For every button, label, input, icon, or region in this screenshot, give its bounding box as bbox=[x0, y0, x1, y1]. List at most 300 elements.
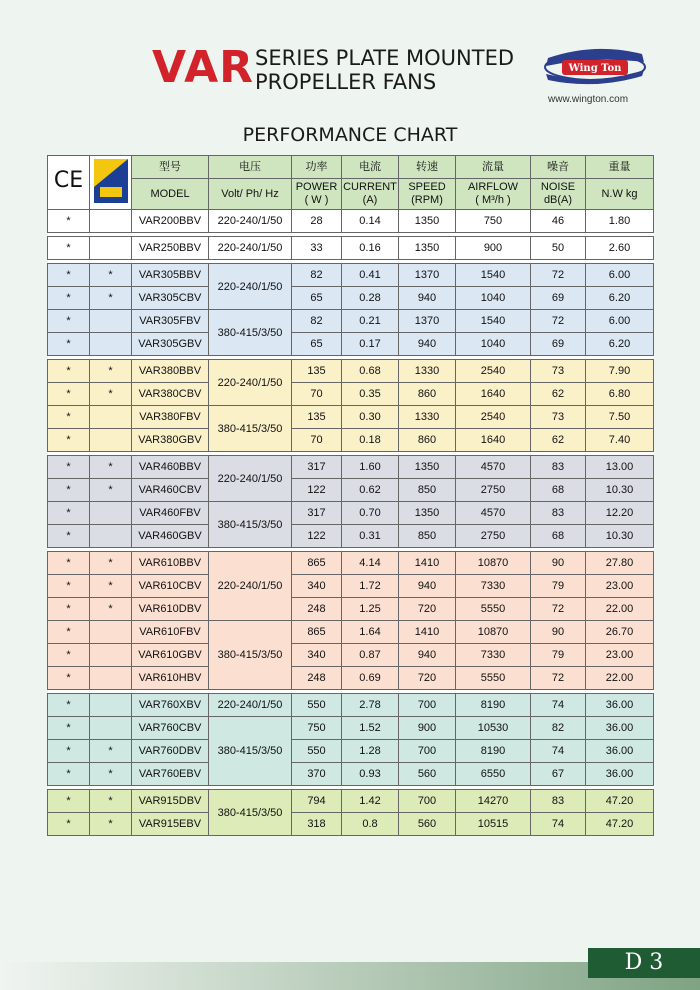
cell-cert bbox=[90, 525, 132, 548]
col-voltage-zh: 电压 bbox=[209, 156, 292, 179]
cell-speed: 1350 bbox=[399, 237, 456, 260]
cell-model: VAR200BBV bbox=[132, 210, 209, 233]
cell-ce: * bbox=[48, 763, 90, 786]
cell-airflow: 900 bbox=[456, 237, 531, 260]
col-airflow-unit: ( M³/h ) bbox=[475, 194, 511, 206]
cell-ce: * bbox=[48, 717, 90, 740]
cell-cert bbox=[90, 644, 132, 667]
cell-weight: 7.40 bbox=[586, 429, 654, 452]
cell-current: 4.14 bbox=[342, 552, 399, 575]
cell-current: 1.42 bbox=[342, 790, 399, 813]
table-row bbox=[48, 717, 654, 740]
cell-power: 82 bbox=[292, 310, 342, 333]
cell-current: 1.52 bbox=[342, 717, 399, 740]
cell-ce: * bbox=[48, 740, 90, 763]
cell-voltage: 380-415/3/50 bbox=[209, 310, 292, 356]
cell-speed: 560 bbox=[399, 763, 456, 786]
cell-cert bbox=[90, 429, 132, 452]
cell-current: 0.93 bbox=[342, 763, 399, 786]
cell-current: 0.62 bbox=[342, 479, 399, 502]
cell-model: VAR915DBV bbox=[132, 790, 209, 813]
cell-ce: * bbox=[48, 237, 90, 260]
cell-noise: 67 bbox=[531, 763, 586, 786]
cell-weight: 10.30 bbox=[586, 525, 654, 548]
brand-title: VAR bbox=[152, 42, 254, 93]
cell-current: 0.14 bbox=[342, 210, 399, 233]
cell-ce: * bbox=[48, 790, 90, 813]
cell-current: 0.31 bbox=[342, 525, 399, 548]
cell-speed: 1370 bbox=[399, 310, 456, 333]
cell-airflow: 7330 bbox=[456, 644, 531, 667]
cell-speed: 940 bbox=[399, 575, 456, 598]
ce-mark-icon: CE bbox=[53, 168, 84, 193]
cell-cert: * bbox=[90, 740, 132, 763]
cell-power: 33 bbox=[292, 237, 342, 260]
col-speed-unit: (RPM) bbox=[411, 194, 443, 206]
cell-voltage: 220-240/1/50 bbox=[209, 210, 292, 233]
col-power-unit: ( W ) bbox=[304, 194, 329, 206]
cell-noise: 73 bbox=[531, 360, 586, 383]
cell-noise: 74 bbox=[531, 740, 586, 763]
cell-current: 0.69 bbox=[342, 667, 399, 690]
cell-model: VAR380FBV bbox=[132, 406, 209, 429]
cell-speed: 860 bbox=[399, 429, 456, 452]
cell-model: VAR460GBV bbox=[132, 525, 209, 548]
page-header bbox=[0, 0, 700, 120]
cell-power: 248 bbox=[292, 598, 342, 621]
cell-noise: 62 bbox=[531, 383, 586, 406]
cell-current: 1.28 bbox=[342, 740, 399, 763]
cell-model: VAR610HBV bbox=[132, 667, 209, 690]
cell-model: VAR610CBV bbox=[132, 575, 209, 598]
cell-model: VAR380CBV bbox=[132, 383, 209, 406]
cell-airflow: 1040 bbox=[456, 287, 531, 310]
cell-power: 865 bbox=[292, 621, 342, 644]
cell-power: 70 bbox=[292, 383, 342, 406]
cell-noise: 69 bbox=[531, 287, 586, 310]
chart-title: PERFORMANCE CHART bbox=[242, 124, 458, 146]
cell-noise: 83 bbox=[531, 502, 586, 525]
table-row bbox=[48, 552, 654, 575]
col-noise bbox=[531, 179, 586, 210]
cell-power: 550 bbox=[292, 694, 342, 717]
performance-table bbox=[47, 155, 654, 836]
cell-current: 1.64 bbox=[342, 621, 399, 644]
table-row bbox=[48, 763, 654, 786]
cell-ce: * bbox=[48, 383, 90, 406]
cell-ce: * bbox=[48, 667, 90, 690]
table-row bbox=[48, 598, 654, 621]
cell-airflow: 1540 bbox=[456, 264, 531, 287]
col-noise-zh: 噪音 bbox=[531, 156, 586, 179]
cell-model: VAR305FBV bbox=[132, 310, 209, 333]
cell-ce: * bbox=[48, 694, 90, 717]
cell-model: VAR760EBV bbox=[132, 763, 209, 786]
table-row bbox=[48, 429, 654, 452]
table-row bbox=[48, 310, 654, 333]
cell-voltage: 220-240/1/50 bbox=[209, 456, 292, 502]
cell-airflow: 2750 bbox=[456, 525, 531, 548]
cell-airflow: 7330 bbox=[456, 575, 531, 598]
cell-noise: 68 bbox=[531, 479, 586, 502]
cell-ce: * bbox=[48, 621, 90, 644]
cell-ce: * bbox=[48, 813, 90, 836]
cell-weight: 7.50 bbox=[586, 406, 654, 429]
cell-power: 65 bbox=[292, 287, 342, 310]
table-row bbox=[48, 525, 654, 548]
cell-airflow: 2750 bbox=[456, 479, 531, 502]
cell-model: VAR610BBV bbox=[132, 552, 209, 575]
table-row bbox=[48, 383, 654, 406]
series-line-2: PROPELLER FANS bbox=[255, 70, 437, 94]
cell-current: 0.68 bbox=[342, 360, 399, 383]
cell-current: 0.35 bbox=[342, 383, 399, 406]
cell-power: 318 bbox=[292, 813, 342, 836]
cell-weight: 2.60 bbox=[586, 237, 654, 260]
col-noise-unit: dB(A) bbox=[543, 194, 573, 206]
cell-weight: 36.00 bbox=[586, 717, 654, 740]
cell-airflow: 10515 bbox=[456, 813, 531, 836]
cell-airflow: 14270 bbox=[456, 790, 531, 813]
table-row bbox=[48, 210, 654, 233]
col-airflow-label: AIRFLOW bbox=[467, 181, 519, 193]
cell-current: 0.21 bbox=[342, 310, 399, 333]
cell-model: VAR305CBV bbox=[132, 287, 209, 310]
table-row bbox=[48, 406, 654, 429]
cell-airflow: 1540 bbox=[456, 310, 531, 333]
cell-model: VAR250BBV bbox=[132, 237, 209, 260]
col-power-zh: 功率 bbox=[292, 156, 342, 179]
cell-noise: 90 bbox=[531, 552, 586, 575]
cell-model: VAR915EBV bbox=[132, 813, 209, 836]
col-power-label: POWER bbox=[295, 181, 338, 193]
cell-speed: 1410 bbox=[399, 621, 456, 644]
col-current-zh: 电流 bbox=[342, 156, 399, 179]
cell-speed: 700 bbox=[399, 790, 456, 813]
table-row bbox=[48, 813, 654, 836]
col-voltage: Volt/ Ph/ Hz bbox=[209, 179, 292, 210]
cell-power: 340 bbox=[292, 644, 342, 667]
cell-ce: * bbox=[48, 502, 90, 525]
cell-noise: 83 bbox=[531, 790, 586, 813]
cell-power: 317 bbox=[292, 456, 342, 479]
cell-power: 122 bbox=[292, 479, 342, 502]
cell-airflow: 6550 bbox=[456, 763, 531, 786]
cell-power: 370 bbox=[292, 763, 342, 786]
table-row bbox=[48, 456, 654, 479]
table-row bbox=[48, 621, 654, 644]
col-current-unit: (A) bbox=[362, 194, 378, 206]
cell-weight: 7.90 bbox=[586, 360, 654, 383]
cell-power: 28 bbox=[292, 210, 342, 233]
cell-ce: * bbox=[48, 525, 90, 548]
cell-power: 750 bbox=[292, 717, 342, 740]
cell-cert: * bbox=[90, 360, 132, 383]
cell-cert: * bbox=[90, 287, 132, 310]
cell-current: 0.70 bbox=[342, 502, 399, 525]
table-row bbox=[48, 694, 654, 717]
cell-model: VAR460CBV bbox=[132, 479, 209, 502]
cell-power: 122 bbox=[292, 525, 342, 548]
table-row bbox=[48, 644, 654, 667]
cell-speed: 940 bbox=[399, 287, 456, 310]
col-noise-label: NOISE bbox=[540, 181, 576, 193]
cell-noise: 79 bbox=[531, 644, 586, 667]
cell-speed: 900 bbox=[399, 717, 456, 740]
cell-speed: 1330 bbox=[399, 406, 456, 429]
cell-power: 865 bbox=[292, 552, 342, 575]
cell-ce: * bbox=[48, 598, 90, 621]
cell-noise: 72 bbox=[531, 598, 586, 621]
cell-current: 0.28 bbox=[342, 287, 399, 310]
cell-airflow: 5550 bbox=[456, 667, 531, 690]
cell-noise: 69 bbox=[531, 333, 586, 356]
cell-noise: 73 bbox=[531, 406, 586, 429]
cell-weight: 1.80 bbox=[586, 210, 654, 233]
cell-cert: * bbox=[90, 264, 132, 287]
cell-noise: 83 bbox=[531, 456, 586, 479]
cell-noise: 74 bbox=[531, 694, 586, 717]
cell-model: VAR610GBV bbox=[132, 644, 209, 667]
cell-model: VAR760CBV bbox=[132, 717, 209, 740]
cell-speed: 1350 bbox=[399, 456, 456, 479]
cell-model: VAR760XBV bbox=[132, 694, 209, 717]
cell-airflow: 1040 bbox=[456, 333, 531, 356]
cell-cert: * bbox=[90, 552, 132, 575]
cell-voltage: 220-240/1/50 bbox=[209, 360, 292, 406]
cell-weight: 6.80 bbox=[586, 383, 654, 406]
cell-ce: * bbox=[48, 429, 90, 452]
cell-current: 0.16 bbox=[342, 237, 399, 260]
cell-power: 65 bbox=[292, 333, 342, 356]
ce-header bbox=[48, 156, 90, 210]
cell-model: VAR305BBV bbox=[132, 264, 209, 287]
cell-current: 1.60 bbox=[342, 456, 399, 479]
cell-noise: 90 bbox=[531, 621, 586, 644]
col-airflow bbox=[456, 179, 531, 210]
cell-ce: * bbox=[48, 406, 90, 429]
cell-cert: * bbox=[90, 790, 132, 813]
table-row bbox=[48, 264, 654, 287]
cell-noise: 72 bbox=[531, 310, 586, 333]
cell-speed: 940 bbox=[399, 644, 456, 667]
header-row bbox=[48, 156, 654, 179]
cell-voltage: 220-240/1/50 bbox=[209, 237, 292, 260]
cell-current: 1.25 bbox=[342, 598, 399, 621]
cell-weight: 13.00 bbox=[586, 456, 654, 479]
cell-airflow: 8190 bbox=[456, 694, 531, 717]
certification-seal-icon bbox=[92, 157, 130, 205]
cell-cert: * bbox=[90, 383, 132, 406]
cell-noise: 46 bbox=[531, 210, 586, 233]
cell-cert bbox=[90, 210, 132, 233]
table-body bbox=[48, 210, 654, 836]
header-row-en bbox=[48, 179, 654, 210]
cell-airflow: 4570 bbox=[456, 456, 531, 479]
cell-weight: 36.00 bbox=[586, 740, 654, 763]
cell-cert bbox=[90, 310, 132, 333]
cell-speed: 560 bbox=[399, 813, 456, 836]
col-power bbox=[292, 179, 342, 210]
cell-power: 340 bbox=[292, 575, 342, 598]
page-number: D 3 bbox=[588, 948, 700, 978]
cell-power: 317 bbox=[292, 502, 342, 525]
cell-speed: 720 bbox=[399, 598, 456, 621]
col-weight-zh: 重量 bbox=[586, 156, 654, 179]
cert-header bbox=[90, 156, 132, 210]
cell-weight: 23.00 bbox=[586, 575, 654, 598]
cell-cert bbox=[90, 667, 132, 690]
cell-voltage: 220-240/1/50 bbox=[209, 552, 292, 621]
cell-voltage: 380-415/3/50 bbox=[209, 790, 292, 836]
cell-cert: * bbox=[90, 479, 132, 502]
cell-speed: 1330 bbox=[399, 360, 456, 383]
cell-noise: 79 bbox=[531, 575, 586, 598]
cell-speed: 860 bbox=[399, 383, 456, 406]
cell-weight: 26.70 bbox=[586, 621, 654, 644]
cell-speed: 1350 bbox=[399, 210, 456, 233]
cell-current: 0.87 bbox=[342, 644, 399, 667]
cell-cert bbox=[90, 621, 132, 644]
cell-cert: * bbox=[90, 575, 132, 598]
cell-noise: 74 bbox=[531, 813, 586, 836]
series-line-1: SERIES PLATE MOUNTED bbox=[255, 46, 515, 70]
cell-speed: 1410 bbox=[399, 552, 456, 575]
cell-voltage: 380-415/3/50 bbox=[209, 406, 292, 452]
cell-model: VAR760DBV bbox=[132, 740, 209, 763]
cell-ce: * bbox=[48, 479, 90, 502]
col-speed bbox=[399, 179, 456, 210]
website: www.wington.com bbox=[548, 94, 629, 105]
col-weight: N.W kg bbox=[586, 179, 654, 210]
cell-ce: * bbox=[48, 210, 90, 233]
cell-speed: 720 bbox=[399, 667, 456, 690]
cell-noise: 62 bbox=[531, 429, 586, 452]
cell-current: 1.72 bbox=[342, 575, 399, 598]
table-row bbox=[48, 667, 654, 690]
cell-current: 2.78 bbox=[342, 694, 399, 717]
col-model: MODEL bbox=[132, 179, 209, 210]
cell-current: 0.8 bbox=[342, 813, 399, 836]
col-current bbox=[342, 179, 399, 210]
cell-model: VAR305GBV bbox=[132, 333, 209, 356]
cell-weight: 47.20 bbox=[586, 813, 654, 836]
cell-noise: 50 bbox=[531, 237, 586, 260]
table-row bbox=[48, 237, 654, 260]
cell-airflow: 10530 bbox=[456, 717, 531, 740]
cell-model: VAR460FBV bbox=[132, 502, 209, 525]
table-row bbox=[48, 479, 654, 502]
cell-noise: 72 bbox=[531, 264, 586, 287]
cell-speed: 700 bbox=[399, 740, 456, 763]
table-row bbox=[48, 575, 654, 598]
cell-model: VAR380GBV bbox=[132, 429, 209, 452]
cell-ce: * bbox=[48, 287, 90, 310]
cell-airflow: 4570 bbox=[456, 502, 531, 525]
cell-ce: * bbox=[48, 264, 90, 287]
col-current-label: CURRENT bbox=[343, 181, 397, 193]
cell-ce: * bbox=[48, 644, 90, 667]
cell-model: VAR610DBV bbox=[132, 598, 209, 621]
col-speed-zh: 转速 bbox=[399, 156, 456, 179]
logo-wordmark: Wing Ton bbox=[568, 63, 622, 74]
cell-current: 0.41 bbox=[342, 264, 399, 287]
cell-ce: * bbox=[48, 456, 90, 479]
cell-cert bbox=[90, 406, 132, 429]
cell-weight: 22.00 bbox=[586, 667, 654, 690]
cell-voltage: 220-240/1/50 bbox=[209, 264, 292, 310]
cell-airflow: 5550 bbox=[456, 598, 531, 621]
cell-cert: * bbox=[90, 598, 132, 621]
cell-speed: 940 bbox=[399, 333, 456, 356]
cell-weight: 6.00 bbox=[586, 264, 654, 287]
cell-airflow: 750 bbox=[456, 210, 531, 233]
cell-cert: * bbox=[90, 763, 132, 786]
cell-weight: 6.00 bbox=[586, 310, 654, 333]
cell-airflow: 2540 bbox=[456, 406, 531, 429]
cell-cert bbox=[90, 717, 132, 740]
cell-speed: 850 bbox=[399, 479, 456, 502]
cell-weight: 12.20 bbox=[586, 502, 654, 525]
cell-weight: 22.00 bbox=[586, 598, 654, 621]
cell-cert bbox=[90, 694, 132, 717]
cell-airflow: 10870 bbox=[456, 621, 531, 644]
cell-speed: 700 bbox=[399, 694, 456, 717]
cell-power: 135 bbox=[292, 406, 342, 429]
cell-model: VAR460BBV bbox=[132, 456, 209, 479]
col-airflow-zh: 流量 bbox=[456, 156, 531, 179]
series-title bbox=[255, 46, 514, 94]
cell-voltage: 380-415/3/50 bbox=[209, 502, 292, 548]
cell-speed: 1350 bbox=[399, 502, 456, 525]
cell-cert bbox=[90, 333, 132, 356]
cell-noise: 68 bbox=[531, 525, 586, 548]
cell-cert: * bbox=[90, 813, 132, 836]
cell-airflow: 2540 bbox=[456, 360, 531, 383]
cell-power: 248 bbox=[292, 667, 342, 690]
cell-weight: 36.00 bbox=[586, 694, 654, 717]
cell-noise: 72 bbox=[531, 667, 586, 690]
cell-weight: 27.80 bbox=[586, 552, 654, 575]
table-row bbox=[48, 790, 654, 813]
cell-model: VAR610FBV bbox=[132, 621, 209, 644]
cell-weight: 47.20 bbox=[586, 790, 654, 813]
col-speed-label: SPEED bbox=[408, 181, 446, 193]
cell-airflow: 10870 bbox=[456, 552, 531, 575]
cell-noise: 82 bbox=[531, 717, 586, 740]
cell-ce: * bbox=[48, 552, 90, 575]
cell-airflow: 1640 bbox=[456, 383, 531, 406]
cell-ce: * bbox=[48, 333, 90, 356]
cell-power: 794 bbox=[292, 790, 342, 813]
cell-current: 0.17 bbox=[342, 333, 399, 356]
cell-airflow: 1640 bbox=[456, 429, 531, 452]
table-row bbox=[48, 360, 654, 383]
cell-weight: 23.00 bbox=[586, 644, 654, 667]
cell-weight: 6.20 bbox=[586, 287, 654, 310]
cell-voltage: 220-240/1/50 bbox=[209, 694, 292, 717]
cell-cert bbox=[90, 502, 132, 525]
table-row bbox=[48, 502, 654, 525]
cell-current: 0.18 bbox=[342, 429, 399, 452]
cell-cert bbox=[90, 237, 132, 260]
cell-power: 82 bbox=[292, 264, 342, 287]
table-row bbox=[48, 333, 654, 356]
cell-current: 0.30 bbox=[342, 406, 399, 429]
cell-voltage: 380-415/3/50 bbox=[209, 621, 292, 690]
cell-power: 135 bbox=[292, 360, 342, 383]
cell-power: 550 bbox=[292, 740, 342, 763]
